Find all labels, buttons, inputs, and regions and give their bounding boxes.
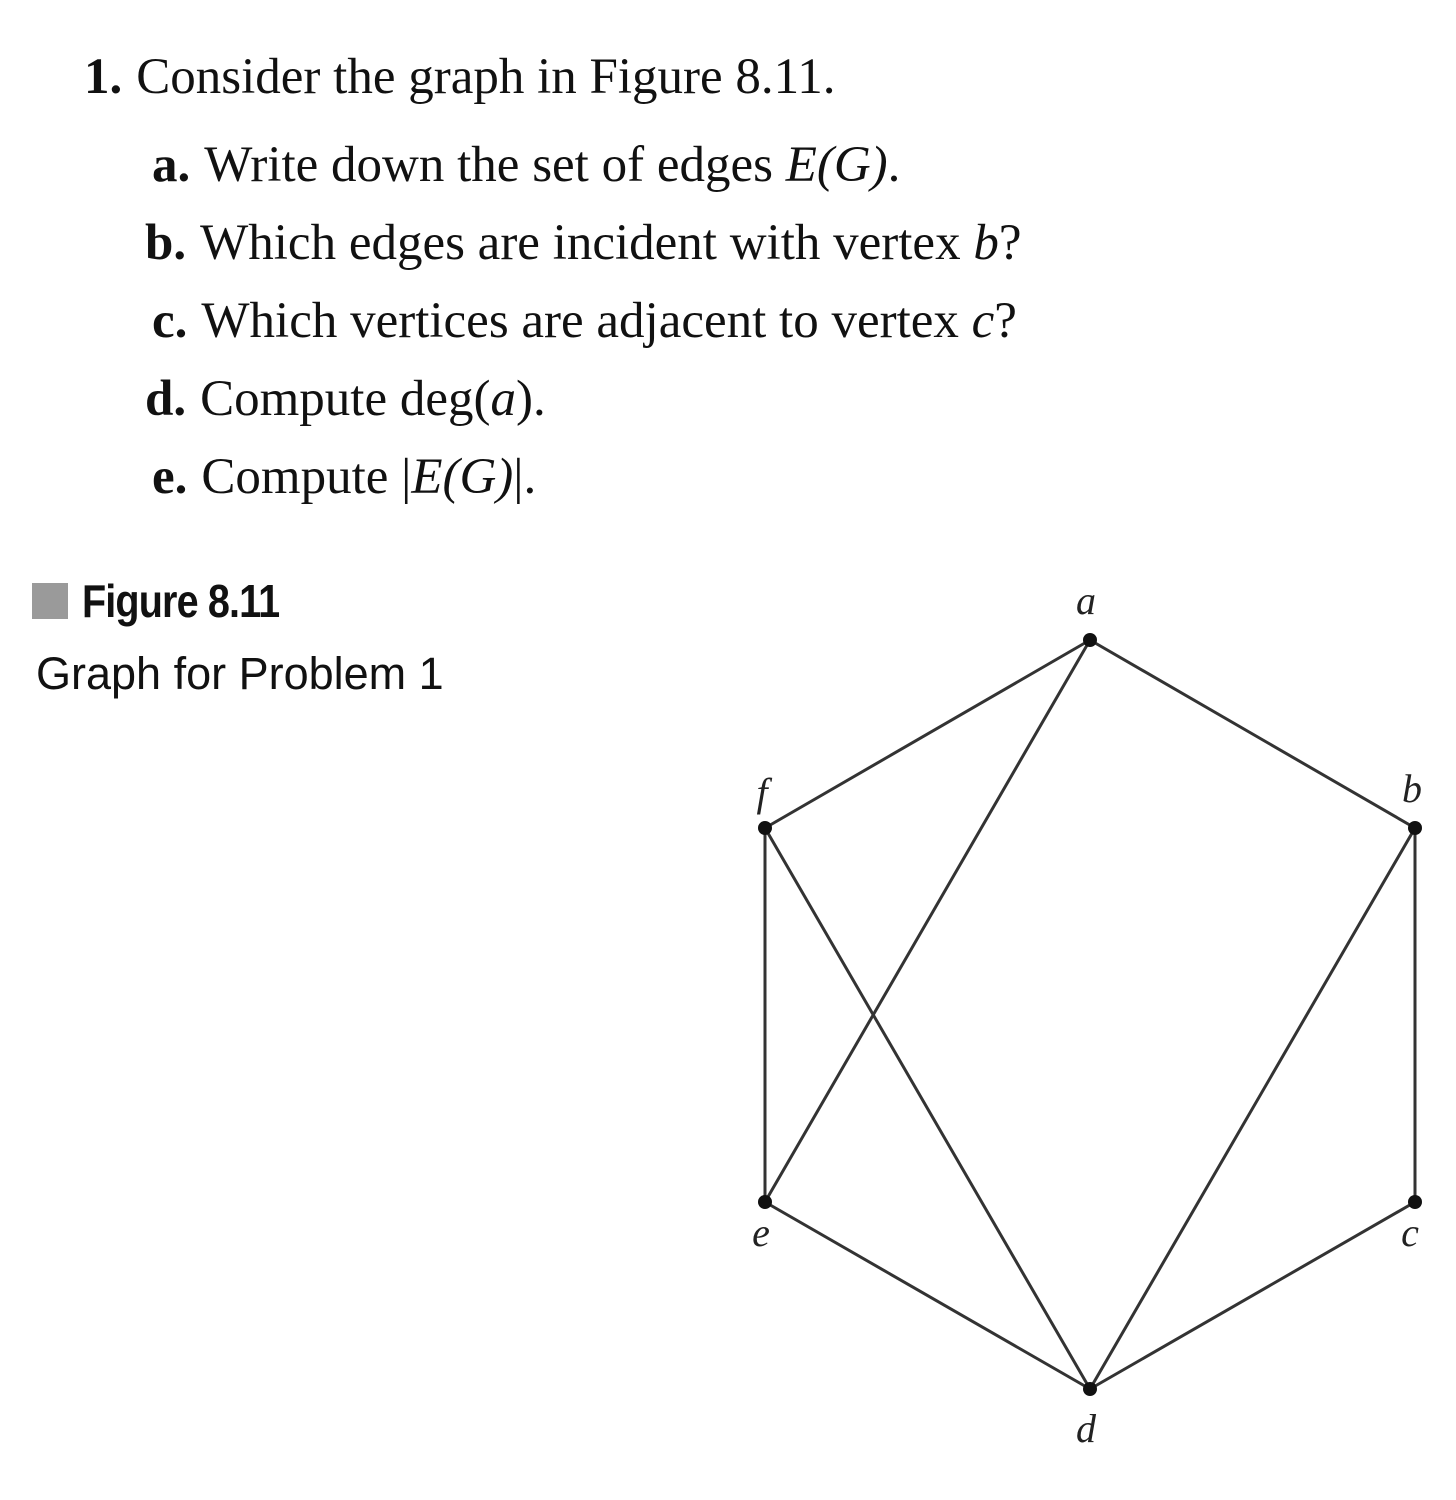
part-text: Compute deg( — [200, 371, 491, 427]
vertex-label-d: d — [1076, 1406, 1096, 1451]
part-math: a — [490, 371, 516, 427]
edge-ab — [1090, 640, 1415, 828]
part-math: E(G) — [785, 137, 888, 193]
part-math: E(G) — [411, 449, 514, 505]
part-text-end: ? — [994, 293, 1017, 349]
part-label: d. — [145, 371, 187, 427]
edge-bd — [1090, 828, 1415, 1389]
figure-caption: Graph for Problem 1 — [36, 648, 444, 699]
edge-ae — [765, 640, 1090, 1202]
part-text: Which vertices are adjacent to vertex — [201, 293, 972, 349]
part-text: Compute | — [201, 449, 412, 505]
part-label: b. — [145, 215, 187, 271]
problem-text: Consider the graph in Figure 8.11. — [136, 49, 836, 105]
edge-de — [765, 1202, 1090, 1389]
part-text-end: ). — [516, 371, 546, 427]
edge-cd — [1090, 1202, 1415, 1389]
part-math: c — [971, 293, 995, 349]
vertex-f — [758, 821, 772, 835]
vertex-label-c: c — [1401, 1210, 1419, 1255]
problem-number: 1. — [84, 49, 123, 105]
part-label: a. — [152, 137, 191, 193]
part-math: b — [973, 215, 999, 271]
part-label: c. — [152, 293, 188, 349]
vertex-label-e: e — [752, 1210, 770, 1255]
vertex-label-b: b — [1402, 766, 1422, 811]
edge-df — [765, 828, 1090, 1389]
vertex-d — [1083, 1382, 1097, 1396]
part-label: e. — [152, 449, 188, 505]
vertex-c — [1408, 1195, 1422, 1209]
vertex-label-a: a — [1076, 578, 1096, 623]
edge-af — [765, 640, 1090, 828]
figure-title: Figure 8.11 — [82, 575, 280, 627]
vertex-a — [1083, 633, 1097, 647]
vertex-label-f: f — [756, 770, 768, 815]
part-text-end: |. — [513, 449, 537, 505]
vertex-b — [1408, 821, 1422, 835]
part-text-end: . — [887, 137, 901, 193]
part-text-end: ? — [998, 215, 1022, 271]
part-text: Write down the set of edges — [204, 137, 786, 193]
vertex-e — [758, 1195, 772, 1209]
part-text: Which edges are incident with vertex — [200, 215, 974, 271]
